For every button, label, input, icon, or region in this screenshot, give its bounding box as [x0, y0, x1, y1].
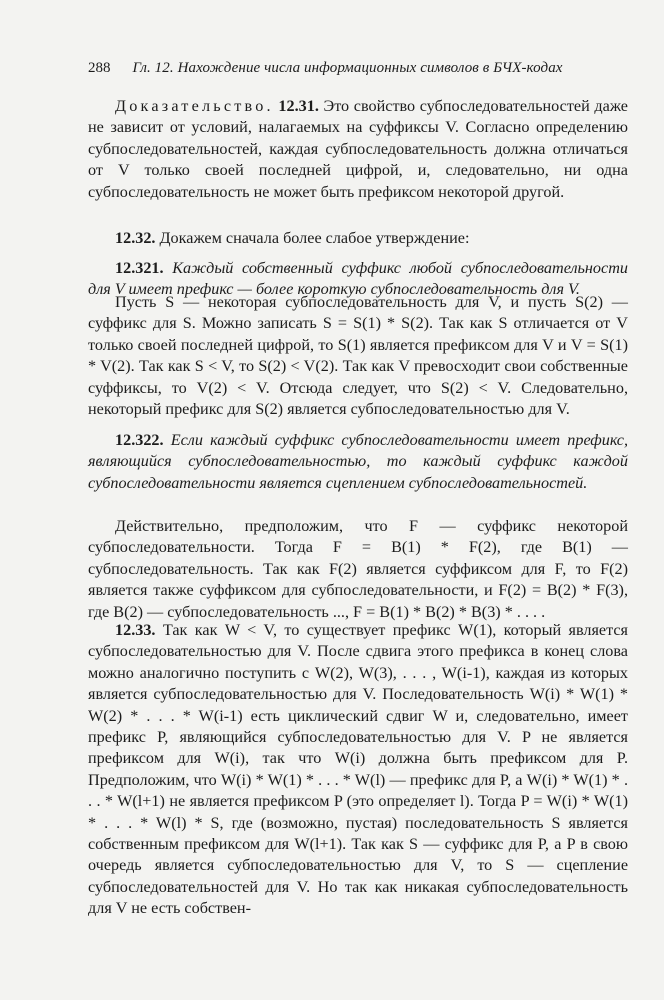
- proof-12-321: [88, 292, 628, 420]
- paragraph-12-31: [88, 96, 628, 203]
- section-number: 12.31.: [278, 97, 319, 115]
- proof-12-322: [88, 516, 628, 623]
- section-number: 12.321.: [115, 259, 164, 277]
- running-header: [88, 60, 628, 77]
- paragraph-text: Это свойство субпоследовательностей даже не зависит от условий, налагаемых на суффиксы V. Согласно определению субпоследовательностей, каждая субпоследовательность должна отличаться от V только своей последней цифрой, и, следовательно, ни одна субпоследовательность не может быть префиксом некоторой другой.: [88, 97, 628, 201]
- section-number: 12.322.: [115, 431, 164, 449]
- paragraph-12-33: [88, 620, 628, 920]
- chapter-title: Гл. 12. Нахождение числа информационных символов в БЧХ-кодах: [132, 60, 563, 76]
- paragraph-text: Докажем сначала более слабое утверждение:: [159, 229, 470, 247]
- section-number: 12.33.: [115, 621, 156, 639]
- lemma-text: Если каждый суффикс субпоследовательности имеет префикс, являющийся субпоследовательностью, то каждый суффикс каждой субпоследовательности является сцеплением субпоследовательностей.: [88, 431, 629, 492]
- lemma-12-322: [88, 430, 628, 494]
- paragraph-text: Пусть S — некоторая субпоследовательность для V, и пусть S(2) — суффикс для S. Можно записать S = S(1) * S(2). Так как S отличается от V только своей последней цифрой, то S(1) является префиксом для V и V = S(1) * V(2). Так как S < V, то S(2) < V(2). Так как V превосходит свои собственные суффиксы, то V(2) < V. Отсюда следует, что S(2) < V. Следовательно, некоторый префикс для S(2) является субпоследовательностью для V.: [88, 293, 628, 419]
- paragraph-text: Действительно, предположим, что F — суффикс некоторой субпоследовательности. Тогда F = B(1) * F(2), где B(1) — субпоследовательность. Так как F(2) является суффиксом для F, то F(2) является также суффиксом для субпоследовательности, и F(2) = B(2) * F(3), где B(2) — субпоследовательность ..., F = B(1) * B(2) * B(3) * . . . .: [88, 517, 628, 621]
- page-number: 288: [88, 60, 111, 76]
- paragraph-text: Так как W < V, то существует префикс W(1), который является субпоследовательностью для V. После сдвига этого префикса в конец слова можно аналогично поступить с W(2), W(3), . . . , W(i-1), каждая из которых является субпоследовательностью для V. Последовательность W(i) * W(1) * W(2) * . . . * W(i-1) есть циклический сдвиг W и, следовательно, имеет префикс P, являющийся субпоследовательностью для V. P не является префиксом для W(i), так что W(i) должна быть префиксом для P. Предположим, что W(i) * W(1) * . . . * W(l) — префикс для P, а W(i) * W(1) * . . . * W(l+1) не является префиксом P (это определяет l). Тогда P = W(i) * W(1) * . . . * W(l) * S, где (возможно, пустая) последовательность S является собственным префиксом для W(l+1). Так как S — суффикс для P, а P в свою очередь является субпоследовательностью для V, то S — сцепление субпоследовательностей для V. Но так как никакая субпоследовательность для V не есть собствен-: [88, 621, 629, 918]
- section-number: 12.32.: [115, 229, 156, 247]
- lemma-text: Каждый собственный суффикс любой субпоследовательности для V имеет префикс — более короткую субпоследовательность для V.: [88, 259, 628, 299]
- paragraph-12-32: [88, 228, 628, 249]
- proof-label: Доказательство.: [115, 97, 274, 115]
